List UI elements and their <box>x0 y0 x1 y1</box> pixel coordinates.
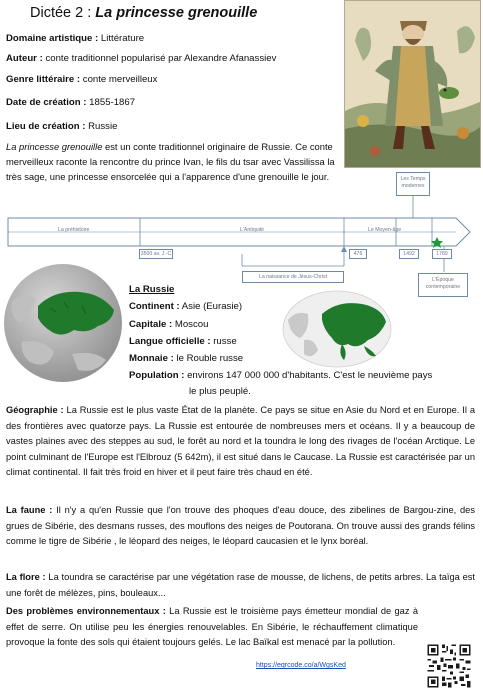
field-label: Genre littéraire : <box>6 74 81 85</box>
info-value: le Rouble russe <box>173 353 244 364</box>
info-label: Monnaie : <box>129 353 174 364</box>
qr-link[interactable]: https://eqrcode.co/a/WgsKed <box>256 662 346 669</box>
section-label: La flore : <box>6 572 46 582</box>
country-heading-text: La Russie <box>129 284 175 295</box>
field-genre <box>6 74 157 86</box>
info-label: Population : <box>129 370 185 381</box>
info-label: Continent : <box>129 301 180 312</box>
info-value: Moscou <box>172 319 209 330</box>
illustration-painting <box>344 0 481 168</box>
section-text: Il n'y a qu'en Russie que l'on trouve des phoques d'eau douce, des zibelines de Bargou-zine, des grues de Sibérie, des desmans russes, des mouflons des neiges de Poutorana. On trouve aussi des grands félins comme le tigre de Sibérie , le léopard des neiges, le léopard caucasien et le lynx boréal. <box>6 505 476 547</box>
label-contemporary-line1: L'Époque <box>432 277 454 283</box>
date-3500: 3500 av. J.-C <box>140 251 172 257</box>
label-modern-times <box>396 172 430 196</box>
label-contemporary-line2: contemporaine <box>425 284 461 290</box>
field-label: Date de création : <box>6 97 87 108</box>
field-label: Domaine artistique : <box>6 33 99 44</box>
info-label: Langue officielle : <box>129 336 211 347</box>
info-continent <box>129 301 242 313</box>
section-label: Des problèmes environnementaux : <box>6 606 166 616</box>
qr-code-icon[interactable] <box>426 643 472 689</box>
info-langue <box>129 336 237 348</box>
info-value: russe <box>210 336 237 347</box>
intro-title: La princesse grenouille <box>6 141 103 152</box>
date-1789: 1789 <box>432 249 452 259</box>
info-label: Capitale : <box>129 319 173 330</box>
field-value: conte merveilleux <box>80 74 158 85</box>
field-value: 1855-1867 <box>86 97 136 108</box>
info-population <box>129 370 432 382</box>
country-heading <box>129 284 174 296</box>
info-capitale <box>129 319 208 331</box>
section-text: La toundra se caractérise par une végétation rase de mousse, de lichens, de petits arbres. La taïga est une forêt de mélèzes, pins, bouleaux... <box>6 572 475 598</box>
label-contemporary <box>418 273 468 297</box>
label-modern-line1: Les Temps <box>400 176 426 182</box>
field-value: Russie <box>85 121 118 132</box>
page-title <box>30 4 330 22</box>
section-label: La faune : <box>6 505 53 515</box>
field-date <box>6 97 135 109</box>
info-value: environs 147 000 000 d'habitants. C'est le neuvième pays <box>184 370 433 381</box>
section-flore <box>6 570 475 601</box>
event-birth-christ: La naissance de Jésus-Christ <box>242 271 344 283</box>
section-text: La Russie est le plus vaste État de la planète. Ce pays se situe en Asie du Nord et en Europe. Il a des frontières avec quatorze pays. La Russie est entourée de nombreuses mers et océans. Il y a beaucoup de vastes plaines avec des steppes au sud, le forêt au nord et la toundra le long des rivages de l'océan Arctique. Le point culminant de l'Europe est l'Elbrouz (5 642m), il est situé dans le Caucase. La Russie est caractérisée par un climat continental. Il fait très froid en hiver et il peut faire très chaud en été. <box>6 405 475 478</box>
date-476: 476 <box>349 249 367 259</box>
label-modern-line2: modernes <box>401 183 425 189</box>
period-prehistory: La préhistoire <box>58 227 90 233</box>
info-population-line2: le plus peuplé. <box>189 386 251 397</box>
info-monnaie <box>129 353 243 365</box>
section-faune <box>6 503 475 550</box>
section-environnement <box>6 604 418 651</box>
prince-ivan-illustration <box>345 1 481 168</box>
section-geographie <box>6 403 475 481</box>
asia-location-map <box>282 290 392 368</box>
intro-text: est un conte traditionnel originaire de Russie. Ce conte merveilleux raconte la rencontre du prince Ivan, le fils du tsar avec Vassilissa la très sage, une princesse ensorcelée qui a l'apparence d'une grenouille le jour. <box>6 141 335 182</box>
date-1492: 1492 <box>399 249 419 259</box>
period-antiquity: L'Antiquité <box>240 227 265 233</box>
title-main: La princesse grenouille <box>95 5 258 21</box>
field-domaine <box>6 33 144 45</box>
field-value: Littérature <box>98 33 145 44</box>
title-prefix: Dictée 2 : <box>30 5 96 21</box>
info-value: Asie (Eurasie) <box>179 301 243 312</box>
field-auteur <box>6 53 276 65</box>
section-label: Géographie : <box>6 405 64 415</box>
field-label: Auteur : <box>6 53 43 64</box>
section-text: La Russie est le troisième pays émetteur mondial de gaz à effet de serre. On utilise peu les énergies renouvelables. En Sibérie, le réchauffement climatique provoque la fonte des sols qui étaient toujours gelés. Le lac Baïkal est menacé par la pollution. <box>6 606 418 648</box>
field-lieu <box>6 121 117 133</box>
period-middle-ages: Le Moyen-âge <box>368 227 402 233</box>
globe-russia-map <box>2 262 124 384</box>
field-value: conte traditionnel popularisé par Alexandre Afanassiev <box>42 53 277 64</box>
field-label: Lieu de création : <box>6 121 86 132</box>
